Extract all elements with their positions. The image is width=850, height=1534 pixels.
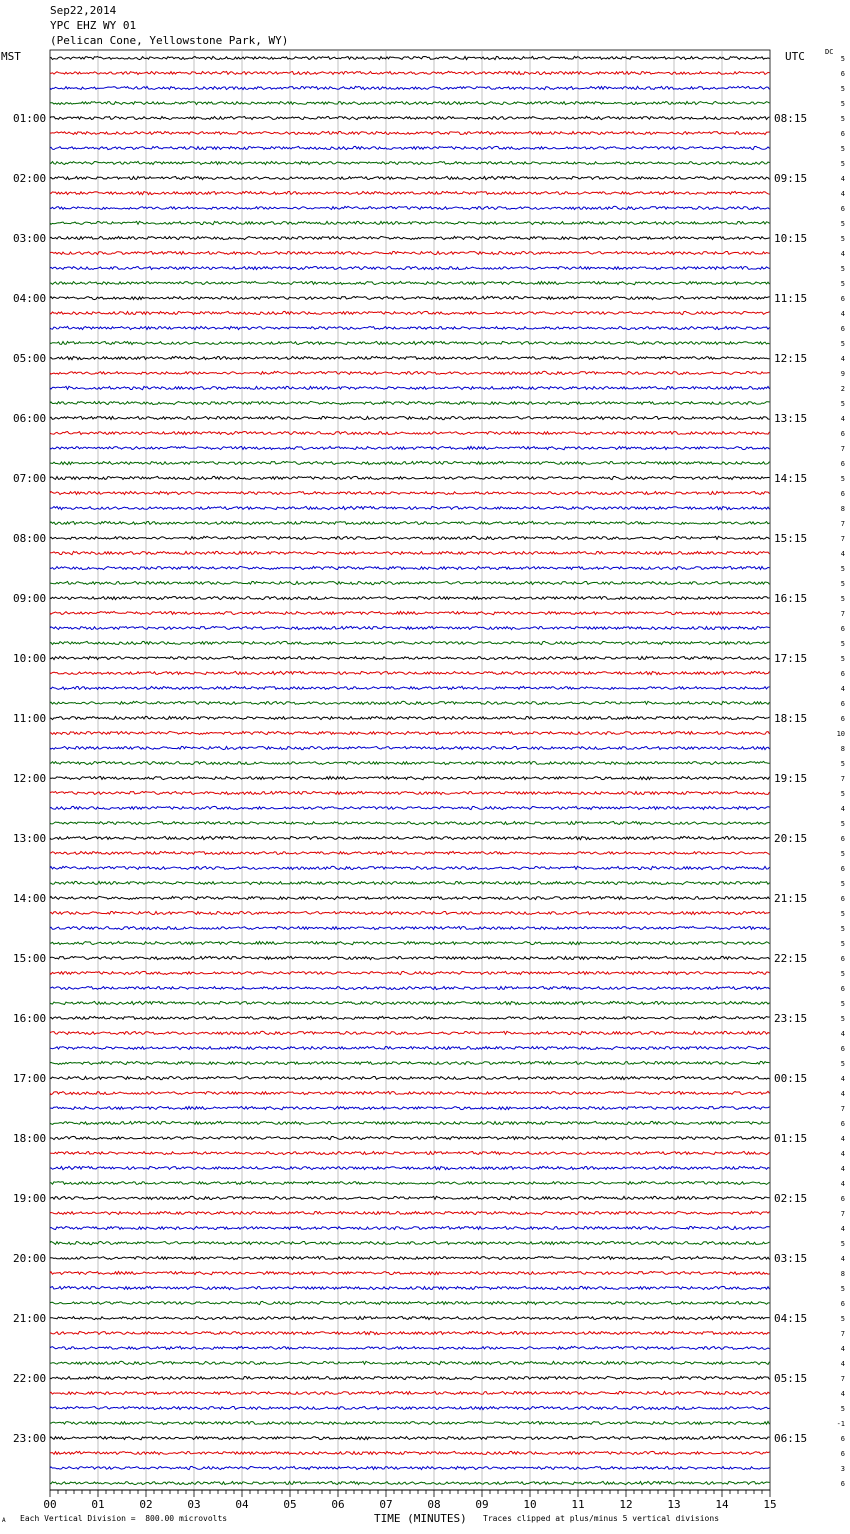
hour-label-left: 16:00	[13, 1012, 47, 1025]
dc-offset-value: 6	[840, 1120, 845, 1128]
dc-offset-value: 4	[840, 1165, 845, 1173]
dc-offset-value: 7	[840, 610, 845, 618]
trace-line	[50, 1211, 770, 1214]
dc-offset-value: 9	[840, 370, 845, 378]
dc-offset-value: 5	[840, 85, 845, 93]
dc-offset-value: 5	[840, 580, 845, 588]
hour-label-right: 20:15	[774, 832, 808, 845]
hour-label-right: 10:15	[774, 232, 808, 245]
dc-offset-value: 4	[840, 1075, 845, 1083]
trace-line	[50, 1466, 770, 1469]
trace-line	[50, 116, 770, 119]
trace-line	[50, 1106, 770, 1109]
dc-offset-value: 5	[840, 790, 845, 798]
trace-line	[50, 656, 770, 659]
dc-offset-value: 4	[840, 1150, 845, 1158]
hour-label-right: 23:15	[774, 1012, 808, 1025]
trace-line	[50, 566, 770, 569]
trace-line	[50, 611, 770, 614]
dc-offset-value: 6	[840, 700, 845, 708]
dc-offset-value: 6	[840, 895, 845, 903]
hour-label-right: 04:15	[774, 1312, 808, 1325]
hour-label-right: 19:15	[774, 772, 808, 785]
trace-line	[50, 132, 770, 135]
trace-line	[50, 551, 770, 554]
trace-line	[50, 356, 770, 359]
footer-mark: A	[2, 1517, 6, 1524]
trace-line	[50, 881, 770, 884]
trace-line	[50, 776, 770, 779]
trace-line	[50, 746, 770, 749]
trace-line	[50, 1046, 770, 1049]
hour-label-left: 23:00	[13, 1432, 47, 1445]
dc-offset-value: 5	[840, 880, 845, 888]
trace-line	[50, 461, 770, 464]
dc-offset-value: 7	[840, 520, 845, 528]
hour-label-right: 02:15	[774, 1192, 808, 1205]
x-tick-label: 08	[427, 1498, 441, 1511]
trace-line	[50, 1226, 770, 1229]
dc-offset-value: 5	[840, 640, 845, 648]
dc-offset-value: 6	[840, 670, 845, 678]
dc-offset-value: 5	[840, 265, 845, 273]
dc-offset-value: 8	[840, 505, 845, 513]
dc-offset-value: 3	[840, 1465, 845, 1473]
trace-line	[50, 761, 770, 764]
x-tick-label: 01	[91, 1498, 105, 1511]
hour-label-left: 02:00	[13, 172, 47, 185]
trace-line	[50, 1436, 770, 1439]
trace-line	[50, 1301, 770, 1304]
hour-label-left: 11:00	[13, 712, 47, 725]
hour-label-left: 15:00	[13, 952, 47, 965]
hour-label-left: 22:00	[13, 1372, 47, 1385]
trace-line	[50, 806, 770, 809]
trace-line	[50, 1241, 770, 1244]
x-tick-label: 12	[619, 1498, 633, 1511]
dc-offset-value: 4	[840, 1390, 845, 1398]
dc-offset-value: 5	[840, 940, 845, 948]
hour-label-right: 01:15	[774, 1132, 808, 1145]
trace-line	[50, 896, 770, 899]
trace-line	[50, 176, 770, 179]
hour-label-right: 22:15	[774, 952, 808, 965]
trace-line	[50, 971, 770, 974]
hour-label-right: 08:15	[774, 112, 808, 125]
timezone-right-label: UTC	[785, 50, 805, 63]
hour-label-right: 03:15	[774, 1252, 808, 1265]
trace-line	[50, 1016, 770, 1019]
trace-line	[50, 1346, 770, 1349]
trace-line	[50, 716, 770, 719]
x-axis-title: TIME (MINUTES)	[374, 1512, 467, 1525]
dc-offset-value: 6	[840, 460, 845, 468]
trace-line	[50, 941, 770, 944]
dc-offset-value: 6	[840, 625, 845, 633]
dc-offset-value: 4	[840, 1360, 845, 1368]
dc-offset-value: 5	[840, 1405, 845, 1413]
x-tick-label: 11	[571, 1498, 585, 1511]
footer-scale-note: Each Vertical Division = 800.00 microvolts	[20, 1514, 228, 1523]
trace-line	[50, 1061, 770, 1064]
hour-label-right: 21:15	[774, 892, 808, 905]
dc-offset-value: 5	[840, 100, 845, 108]
dc-offset-value: 7	[840, 1375, 845, 1383]
trace-line	[50, 731, 770, 734]
hour-label-left: 19:00	[13, 1192, 47, 1205]
dc-offset-value: 8	[840, 745, 845, 753]
hour-label-right: 15:15	[774, 532, 808, 545]
trace-line	[50, 987, 770, 990]
trace-line	[50, 446, 770, 449]
trace-line	[50, 866, 770, 869]
trace-line	[50, 1091, 770, 1094]
trace-line	[50, 296, 770, 299]
hour-label-right: 00:15	[774, 1072, 808, 1085]
hour-label-right: 12:15	[774, 352, 808, 365]
trace-line	[50, 146, 770, 149]
hour-label-left: 21:00	[13, 1312, 47, 1325]
dc-offset-value: 5	[840, 970, 845, 978]
dc-offset-value: 6	[840, 1045, 845, 1053]
dc-offset-value: 5	[840, 850, 845, 858]
hour-label-right: 09:15	[774, 172, 808, 185]
trace-line	[50, 851, 770, 854]
trace-line	[50, 1031, 770, 1034]
trace-line	[50, 926, 770, 929]
trace-line	[50, 371, 770, 374]
trace-line	[50, 1361, 770, 1364]
dc-offset-value: 5	[840, 115, 845, 123]
trace-line	[50, 1316, 770, 1319]
hour-label-right: 06:15	[774, 1432, 808, 1445]
dc-offset-value: 6	[840, 70, 845, 78]
x-tick-label: 00	[43, 1498, 57, 1511]
trace-line	[50, 521, 770, 524]
timezone-left-label: MST	[1, 50, 21, 63]
dc-offset-value: 5	[840, 145, 845, 153]
trace-line	[50, 641, 770, 644]
trace-line	[50, 1181, 770, 1184]
hour-label-left: 13:00	[13, 832, 47, 845]
footer-clip-note: Traces clipped at plus/minus 5 vertical divisions	[483, 1514, 720, 1523]
dc-offset-value: 4	[840, 415, 845, 423]
dc-offset-value: 5	[840, 655, 845, 663]
dc-offset-value: 5	[840, 160, 845, 168]
dc-offset-value: 5	[840, 1285, 845, 1293]
trace-line	[50, 1376, 770, 1379]
hour-label-left: 06:00	[13, 412, 47, 425]
dc-offset-value: 6	[840, 490, 845, 498]
dc-offset-value: 5	[840, 220, 845, 228]
hour-label-left: 18:00	[13, 1132, 47, 1145]
dc-offset-value: 6	[840, 1300, 845, 1308]
x-tick-label: 05	[283, 1498, 297, 1511]
trace-line	[50, 86, 770, 89]
dc-offset-value: 2	[840, 385, 845, 393]
trace-line	[50, 1136, 770, 1139]
trace-line	[50, 536, 770, 539]
x-tick-label: 03	[187, 1498, 201, 1511]
x-tick-label: 07	[379, 1498, 393, 1511]
trace-line	[50, 281, 770, 284]
hour-label-left: 09:00	[13, 592, 47, 605]
x-tick-label: 10	[523, 1498, 537, 1511]
trace-line	[50, 836, 770, 839]
dc-offset-value: 7	[840, 1210, 845, 1218]
trace-line	[50, 1001, 770, 1004]
trace-line	[50, 206, 770, 209]
trace-line	[50, 236, 770, 239]
header-date: Sep22,2014	[50, 4, 117, 17]
dc-offset-value: 6	[840, 835, 845, 843]
trace-line	[50, 102, 770, 105]
dc-offset-value: 5	[840, 1240, 845, 1248]
dc-offset-value: 4	[840, 685, 845, 693]
dc-offset-value: 4	[840, 1225, 845, 1233]
x-tick-label: 04	[235, 1498, 249, 1511]
hour-label-right: 17:15	[774, 652, 808, 665]
trace-line	[50, 56, 770, 59]
dc-offset-value: -1	[836, 1420, 845, 1428]
dc-offset-value: 6	[840, 325, 845, 333]
hour-label-right: 14:15	[774, 472, 808, 485]
hour-label-right: 11:15	[774, 292, 808, 305]
dc-offset-value: 4	[840, 1345, 845, 1353]
trace-line	[50, 1076, 770, 1079]
trace-line	[50, 1391, 770, 1394]
x-tick-label: 13	[667, 1498, 681, 1511]
dc-offset-value: 5	[840, 280, 845, 288]
trace-line	[50, 416, 770, 419]
dc-offset-value: 5	[840, 925, 845, 933]
trace-line	[50, 791, 770, 794]
dc-offset-value: 5	[840, 1015, 845, 1023]
dc-offset-value: 5	[840, 1000, 845, 1008]
hour-label-left: 17:00	[13, 1072, 47, 1085]
trace-line	[50, 1271, 770, 1274]
dc-offset-value: 5	[840, 565, 845, 573]
dc-offset-value: 6	[840, 430, 845, 438]
dc-offset-value: 5	[840, 55, 845, 63]
dc-offset-value: 6	[840, 865, 845, 873]
dc-offset-value: 7	[840, 445, 845, 453]
x-tick-label: 09	[475, 1498, 489, 1511]
dc-offset-value: 5	[840, 1315, 845, 1323]
x-tick-label: 15	[763, 1498, 777, 1511]
dc-offset-value: 4	[840, 550, 845, 558]
hour-label-right: 13:15	[774, 412, 808, 425]
dc-offset-value: 7	[840, 1330, 845, 1338]
dc-offset-value: 4	[840, 1255, 845, 1263]
dc-offset-value: 4	[840, 310, 845, 318]
trace-line	[50, 1166, 770, 1169]
trace-line	[50, 161, 770, 164]
dc-offset-value: 4	[840, 1135, 845, 1143]
dc-offset-value: 4	[840, 1030, 845, 1038]
trace-line	[50, 341, 770, 344]
trace-line	[50, 311, 770, 314]
hour-label-right: 18:15	[774, 712, 808, 725]
hour-label-left: 08:00	[13, 532, 47, 545]
time-axis	[43, 1490, 776, 1511]
dc-offset-value: 4	[840, 175, 845, 183]
trace-line	[50, 1286, 770, 1289]
header-station: YPC EHZ WY 01	[50, 19, 137, 32]
dc-offset-value: 6	[840, 1195, 845, 1203]
dc-offset-value: 5	[840, 910, 845, 918]
hour-label-left: 05:00	[13, 352, 47, 365]
dc-offset-value: 5	[840, 820, 845, 828]
hour-label-left: 04:00	[13, 292, 47, 305]
dc-offset-value: 8	[840, 1270, 845, 1278]
dc-offset-value: 6	[840, 985, 845, 993]
dc-offset-value: 7	[840, 535, 845, 543]
trace-line	[50, 432, 770, 435]
dc-offset-value: 4	[840, 250, 845, 258]
trace-line	[50, 1421, 770, 1424]
trace-line	[50, 191, 770, 194]
dc-offset-value: 5	[840, 595, 845, 603]
hour-label-left: 10:00	[13, 652, 47, 665]
trace-line	[50, 1121, 770, 1124]
trace-line	[50, 386, 770, 389]
trace-line	[50, 221, 770, 224]
dc-offset-value: 5	[840, 340, 845, 348]
trace-line	[50, 506, 770, 509]
trace-line	[50, 671, 770, 674]
dc-offset-value: 6	[840, 130, 845, 138]
dc-offset-value: 4	[840, 190, 845, 198]
trace-line	[50, 1196, 770, 1199]
hour-label-left: 03:00	[13, 232, 47, 245]
dc-offset-value: 7	[840, 1105, 845, 1113]
x-tick-label: 06	[331, 1498, 345, 1511]
dc-offset-value: 6	[840, 955, 845, 963]
dc-offset-value: 5	[840, 475, 845, 483]
dc-offset-header: DC	[825, 48, 834, 56]
x-tick-label: 02	[139, 1498, 153, 1511]
trace-line	[50, 491, 770, 494]
dc-offset-value: 6	[840, 295, 845, 303]
dc-offset-value: 6	[840, 1450, 845, 1458]
dc-offset-value: 5	[840, 760, 845, 768]
hour-label-left: 01:00	[13, 112, 47, 125]
dc-offset-value: 5	[840, 400, 845, 408]
trace-line	[50, 476, 770, 479]
trace-line	[50, 267, 770, 270]
trace-line	[50, 701, 770, 704]
trace-group	[50, 56, 770, 1484]
trace-line	[50, 626, 770, 629]
trace-line	[50, 911, 770, 914]
trace-line	[50, 1256, 770, 1259]
trace-line	[50, 1481, 770, 1484]
trace-line	[50, 956, 770, 959]
dc-offset-value: 6	[840, 1480, 845, 1488]
trace-line	[50, 686, 770, 689]
dc-offset-value: 6	[840, 1435, 845, 1443]
hour-label-left: 20:00	[13, 1252, 47, 1265]
hour-label-left: 14:00	[13, 892, 47, 905]
dc-offset-value: 6	[840, 715, 845, 723]
trace-line	[50, 1151, 770, 1154]
trace-line	[50, 1451, 770, 1454]
dc-offset-value: 4	[840, 1090, 845, 1098]
trace-line	[50, 597, 770, 600]
dc-offset-value: 6	[840, 205, 845, 213]
trace-line	[50, 1331, 770, 1334]
hour-label-right: 05:15	[774, 1372, 808, 1385]
dc-offset-value: 7	[840, 775, 845, 783]
hour-label-right: 16:15	[774, 592, 808, 605]
dc-offset-value: 4	[840, 1180, 845, 1188]
dc-offset-value: 10	[836, 730, 845, 738]
trace-line	[50, 326, 770, 329]
trace-line	[50, 401, 770, 404]
trace-line	[50, 581, 770, 584]
hour-label-left: 12:00	[13, 772, 47, 785]
trace-line	[50, 251, 770, 254]
dc-offset-value: 4	[840, 805, 845, 813]
hour-label-left: 07:00	[13, 472, 47, 485]
dc-offset-value: 5	[840, 1060, 845, 1068]
dc-offset-value: 5	[840, 235, 845, 243]
trace-line	[50, 71, 770, 74]
trace-line	[50, 822, 770, 825]
trace-line	[50, 1407, 770, 1410]
header-location: (Pelican Cone, Yellowstone Park, WY)	[50, 34, 289, 47]
dc-offset-value: 4	[840, 355, 845, 363]
x-tick-label: 14	[715, 1498, 729, 1511]
